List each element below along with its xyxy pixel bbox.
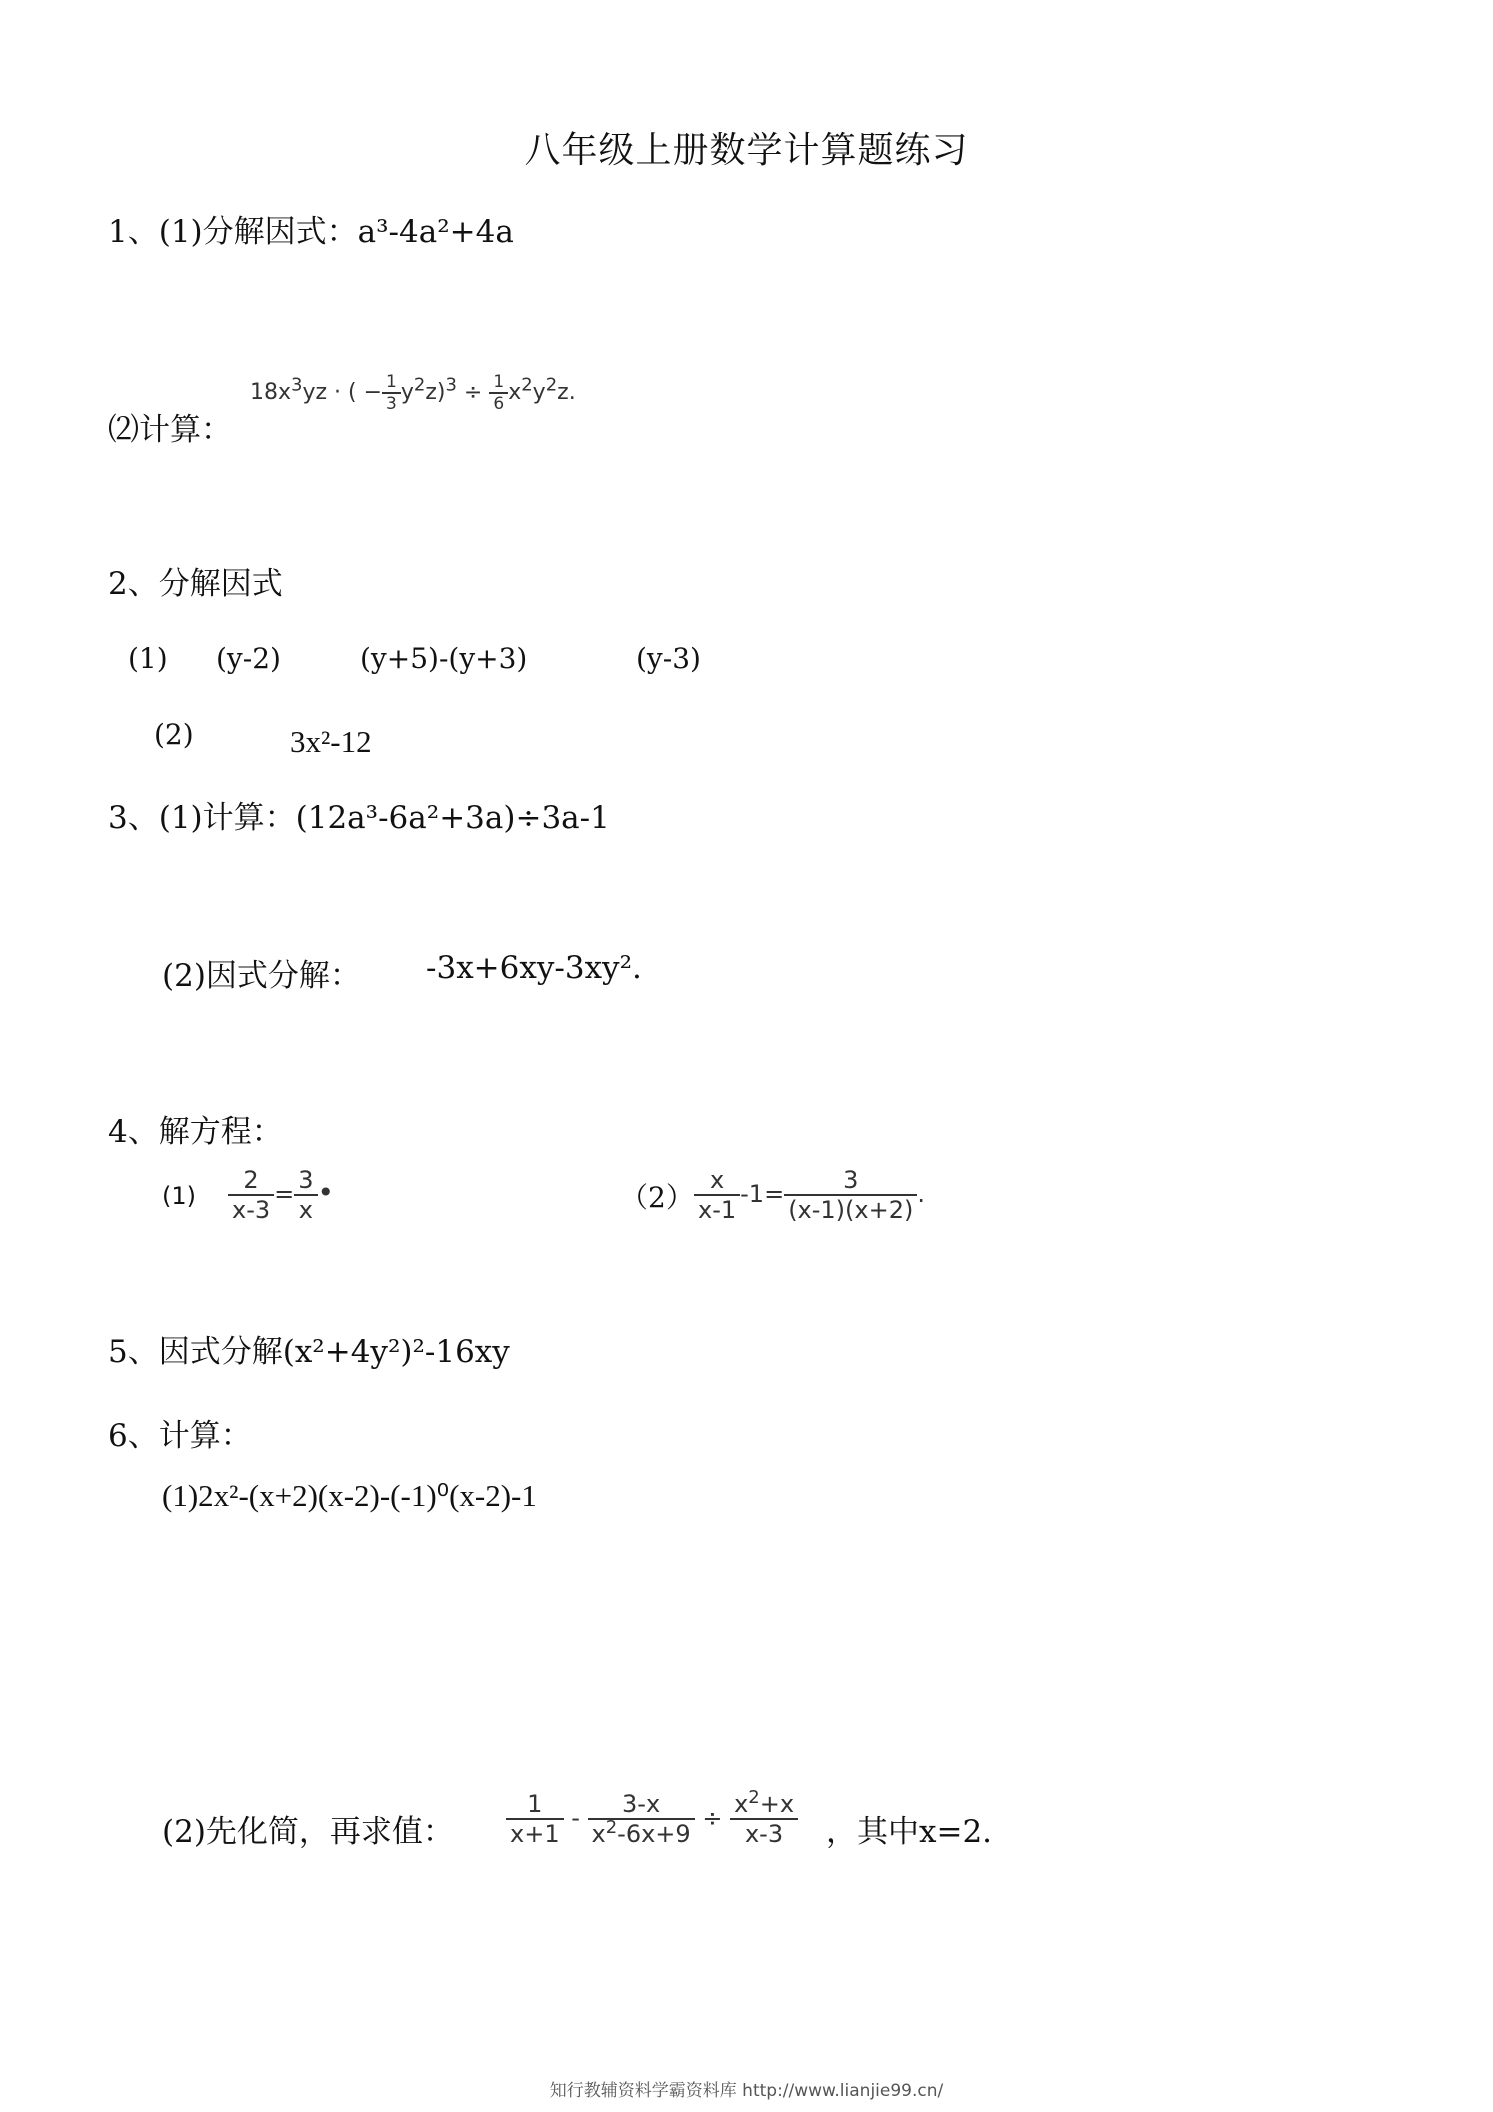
q1-part1 (108, 206, 514, 251)
q2-part1-number: (1) (128, 642, 168, 675)
q3-part1: 3、(1)计算：(12a³-6a²+3a)÷3a-1 (108, 800, 610, 836)
q2-part1-factor-b: (y+5)-(y+3) (360, 642, 528, 675)
q4-part2-number: （2） (620, 1181, 694, 1214)
q6-part2-tail: ，其中x=2. (826, 1814, 993, 1850)
q4-part1-equation: $\frac{2}{x-3}$ = $\frac{3}{x}$ • (228, 1166, 334, 1224)
q3-part2-label: (2)因式分解： (162, 958, 361, 994)
q4-label: 4、解方程： (108, 1114, 283, 1150)
q6-part2-expression: $\frac{1}{x+1}$ - $\frac{3-x}{x^2-6x+9}$ ÷ $\frac{x^2+x}{x-3}$ (506, 1790, 798, 1848)
q6-part2-label: (2)先化简，再求值： (162, 1814, 454, 1850)
q4-part2-equation: $\frac{x}{x-1}$ -1= $\frac{3}{(x-1)(x+2)}$ . (694, 1166, 925, 1224)
q1-part1-label: 1、(1)分解因式： (108, 214, 358, 250)
q6-part1: (1)2x²-(x+2)(x-2)-(-1)⁰(x-2)-1 (162, 1478, 537, 1513)
q2-part1-factor-a: (y-2) (216, 642, 281, 675)
q4-part1-number: (1) (162, 1182, 196, 1210)
q2-part2-expr: 3x²-12 (290, 724, 372, 759)
footer-source: 知行教辅资料学霸资料库 http://www.lianjie99.cn/ (549, 2081, 944, 2101)
q2-label: 2、分解因式 (108, 566, 283, 602)
page-title: 八年级上册数学计算题练习 (524, 130, 969, 171)
q2-part1-factor-c: (y-3) (636, 642, 701, 675)
q1-part2-expression: $18x^3yz$ · ( − $\frac{1}{3}$ $y^2z)^3$ ÷ $\frac{1}{6}$ $x^2y^2z$. (250, 372, 576, 414)
q2-part2-number: (2) (154, 718, 194, 751)
q1-part1-expr: a³-4a²+4a (357, 214, 514, 250)
q3-part2-expr: -3x+6xy-3xy². (426, 950, 642, 986)
q1-part2-label: ⑵计算： (108, 412, 232, 448)
q6-label: 6、计算： (108, 1418, 252, 1454)
q5-text: 5、因式分解(x²+4y²)²-16xy (108, 1334, 510, 1370)
